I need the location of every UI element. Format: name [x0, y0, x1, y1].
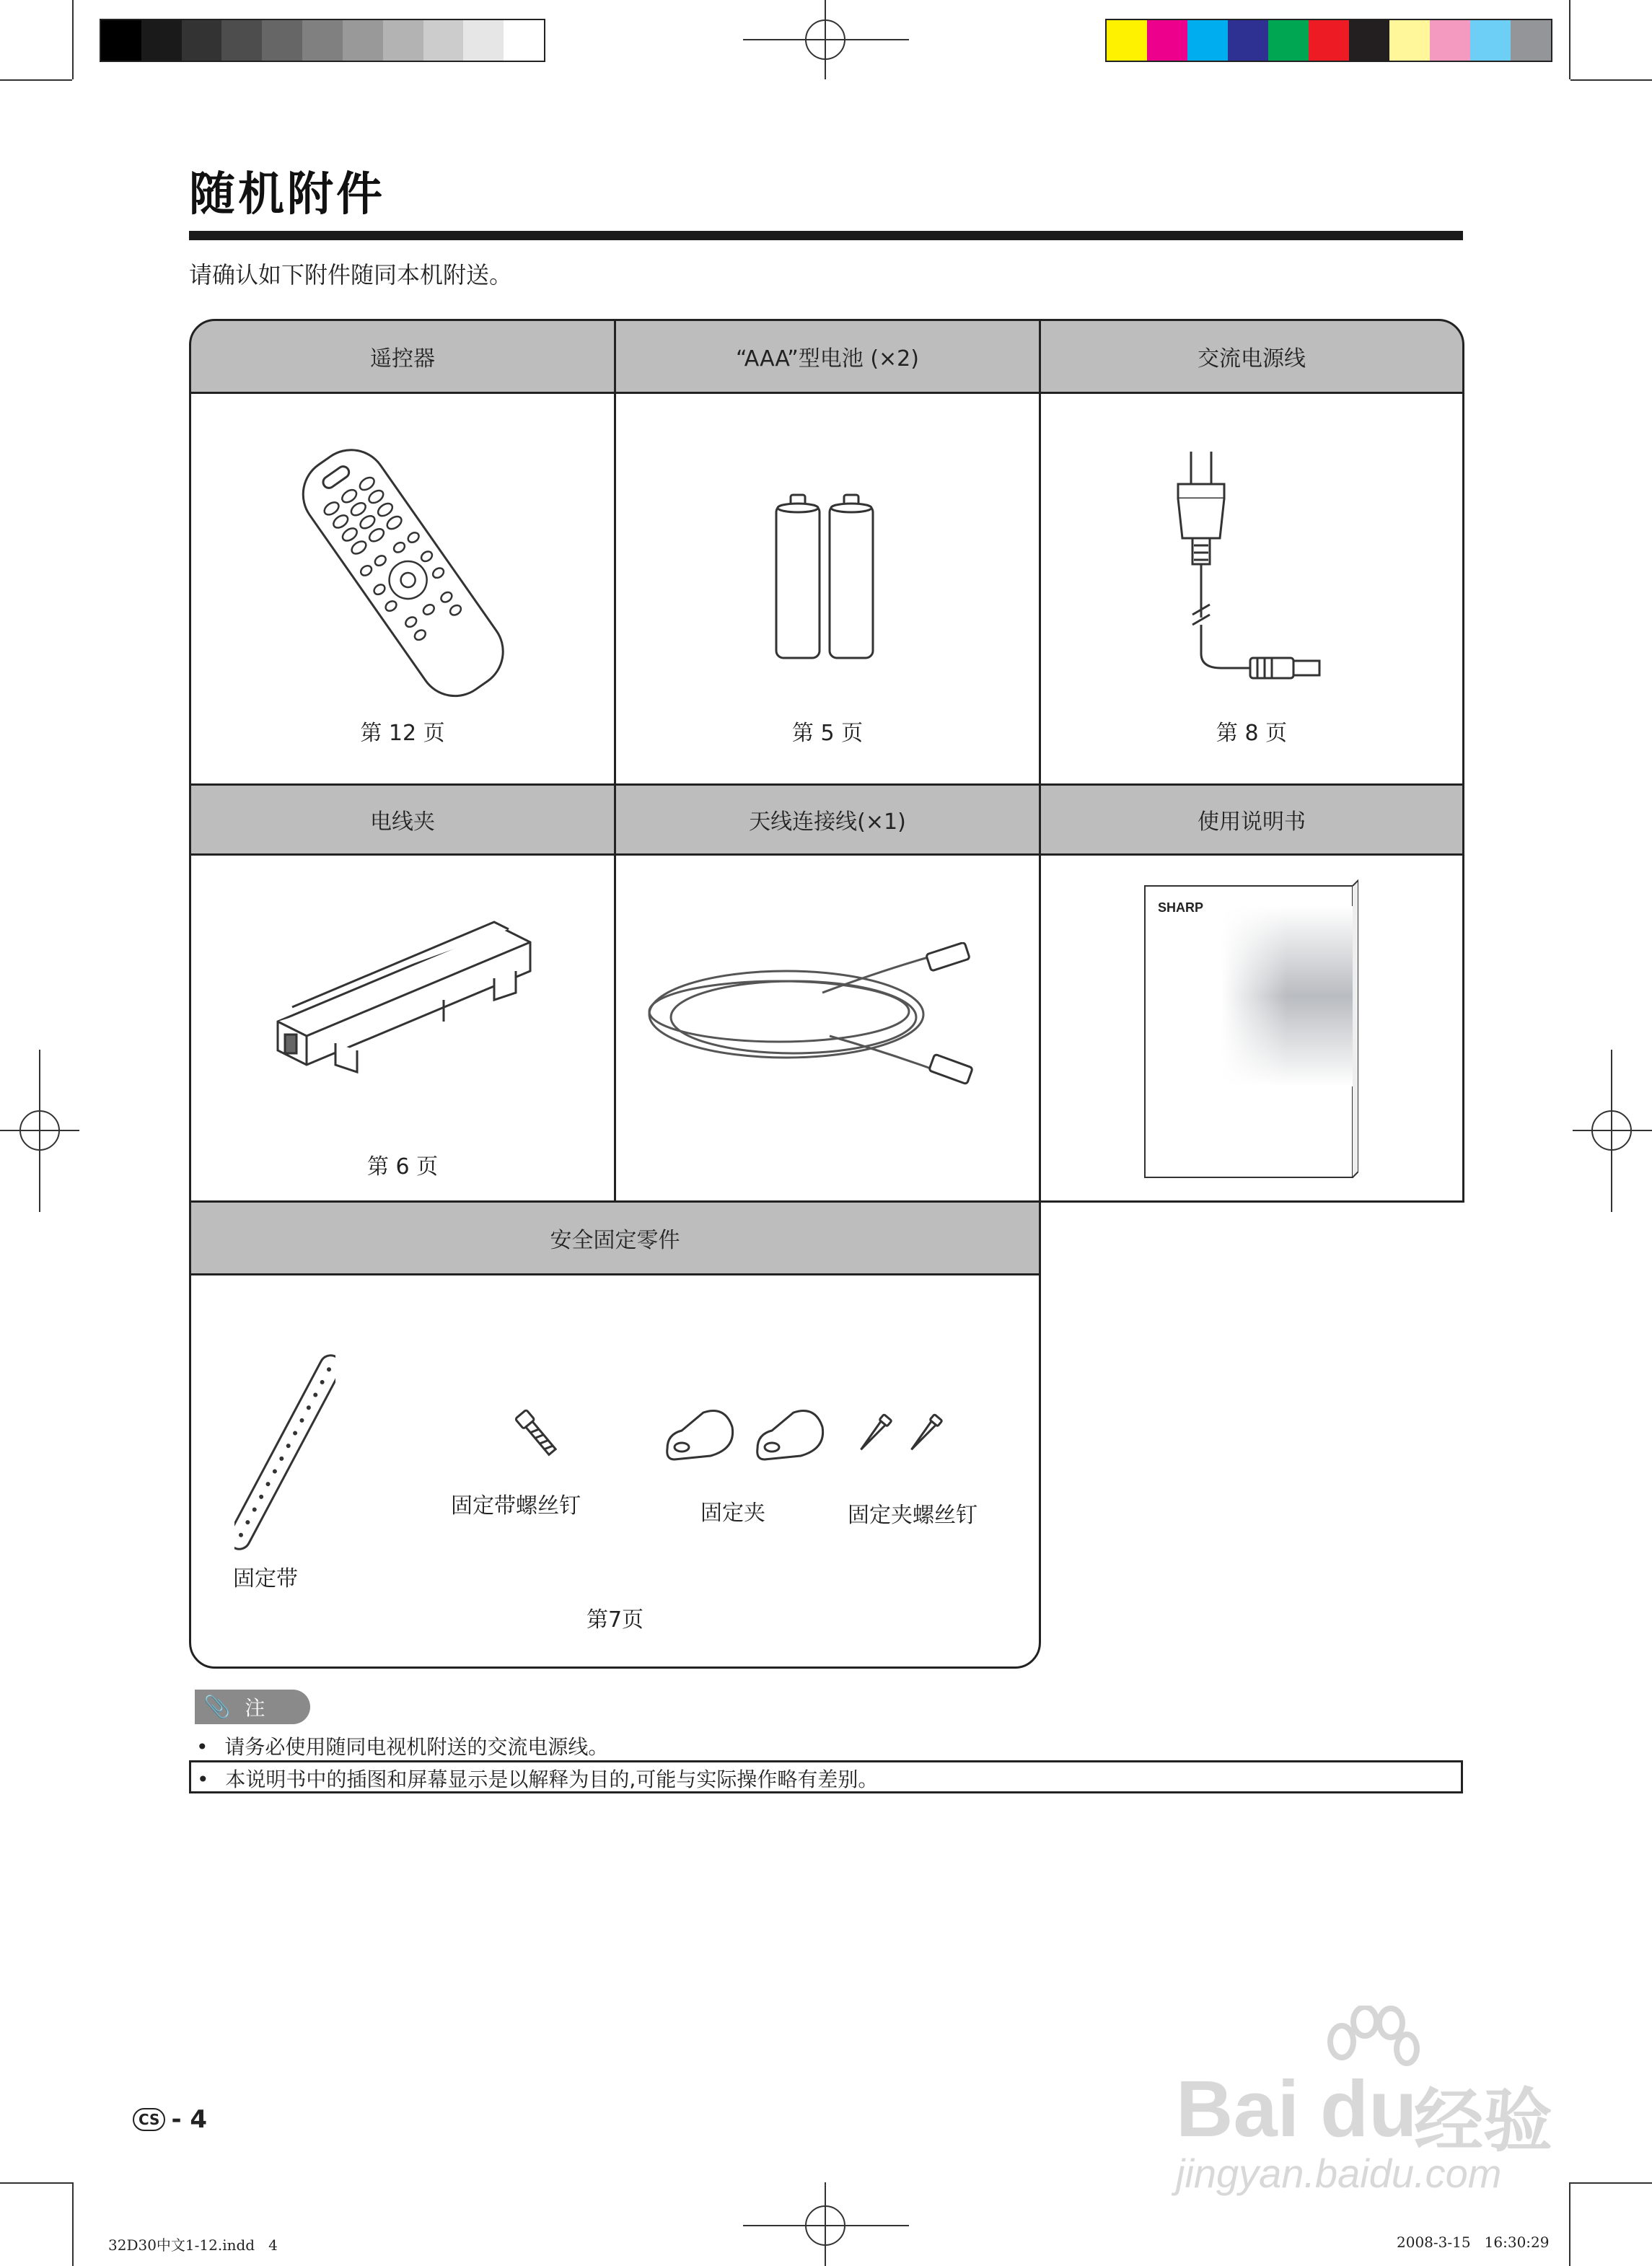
strap-label: 固定带: [233, 1566, 298, 1591]
cable-clamp-page-ref: 第 6 页: [366, 1154, 439, 1180]
header-safety-parts-label: 安全固定零件: [550, 1228, 680, 1253]
strap-screw-icon: [509, 1405, 566, 1463]
note-badge: [195, 1690, 310, 1724]
header-antenna-cable: [614, 783, 1041, 856]
clip-screw-label: 固定夹螺丝钉: [848, 1503, 977, 1528]
watermark-url: jingyan.baidu.com: [1176, 2151, 1502, 2196]
crop-mark: [1570, 2182, 1652, 2184]
cell-cable-clamp: [189, 853, 616, 1203]
cell-power-cord: [1039, 392, 1464, 786]
cell-manual: [1039, 853, 1464, 1203]
power-cord-page-ref: 第 8 页: [1216, 721, 1288, 746]
header-power-cord-label: 交流电源线: [1198, 346, 1306, 372]
batteries-illustration: [766, 486, 882, 667]
watermark-cn: 经验: [1414, 2083, 1552, 2160]
header-power-cord: [1039, 319, 1464, 394]
cell-batteries: [614, 392, 1041, 786]
title-rule: [189, 231, 1463, 240]
antenna-cable-illustration: [642, 942, 1003, 1101]
header-manual-label: 使用说明书: [1198, 809, 1306, 835]
header-cable-clamp: [189, 783, 616, 856]
crop-mark: [0, 79, 72, 81]
cell-remote: [189, 392, 616, 786]
file-info: 32D30中文1-12.indd 4: [108, 2236, 278, 2254]
note-item-text: 请务必使用随同电视机附送的交流电源线。: [224, 1735, 609, 1759]
language-code-badge: CS: [133, 2108, 165, 2131]
safety-parts-page-ref: 第7页: [586, 1607, 644, 1633]
note-item-text: 本说明书中的插图和屏幕显示是以解释为目的,可能与实际操作略有差别。: [225, 1767, 879, 1791]
header-manual: [1039, 783, 1464, 856]
intro-text: 请确认如下附件随同本机附送。: [189, 261, 513, 289]
clip-label: 固定夹: [700, 1501, 765, 1526]
header-antenna-cable-label: 天线连接线(×1): [749, 809, 906, 835]
fixing-clip-icon: [660, 1398, 833, 1470]
watermark-brand-2: du: [1320, 2065, 1418, 2153]
clip-screw-icon: [851, 1409, 952, 1459]
cell-antenna-cable: [614, 853, 1041, 1203]
crop-mark: [1570, 79, 1652, 81]
header-batteries: [614, 319, 1041, 394]
paperclip-icon: 📎: [203, 1694, 231, 1720]
accessories-table: [189, 319, 1464, 1253]
watermark-brand: Bai: [1176, 2065, 1300, 2153]
strap-screw-label: 固定带螺丝钉: [451, 1493, 581, 1519]
remote-page-ref: 第 12 页: [360, 721, 445, 746]
cable-clamp-illustration: [263, 899, 552, 1086]
header-remote-label: 遥控器: [370, 346, 435, 372]
print-datetime: 2008-3-15 16:30:29: [1397, 2234, 1550, 2251]
manual-brand: SHARP: [1158, 900, 1204, 915]
bullet-icon: •: [197, 1767, 209, 1791]
power-cord-illustration: [1156, 444, 1358, 704]
header-cable-clamp-label: 电线夹: [370, 809, 435, 835]
page-number: - 4: [171, 2105, 208, 2134]
crop-mark: [72, 2182, 74, 2266]
header-safety-parts: [189, 1200, 1041, 1275]
crop-mark: [1569, 0, 1570, 79]
cell-safety-parts: [189, 1273, 1041, 1669]
crop-mark: [0, 2182, 72, 2184]
page-number-block: [133, 2105, 207, 2134]
header-batteries-label: “AAA”型电池 (×2): [736, 346, 919, 372]
fixing-strap-icon: [234, 1340, 335, 1564]
baidu-watermark: [1169, 2006, 1573, 2208]
header-remote: [189, 319, 616, 394]
batteries-page-ref: 第 5 页: [791, 721, 864, 746]
note-item: [196, 1731, 608, 1760]
manual-illustration: [1142, 877, 1358, 1180]
bullet-icon: •: [196, 1735, 208, 1759]
process-color-bar: [1105, 19, 1552, 62]
crop-mark: [72, 0, 74, 79]
note-title: 注: [245, 1696, 265, 1720]
remote-control-illustration: [269, 430, 529, 704]
grayscale-color-bar: [100, 19, 545, 62]
note-item-boxed: [189, 1760, 1463, 1793]
page-title: 随机附件: [189, 168, 385, 221]
